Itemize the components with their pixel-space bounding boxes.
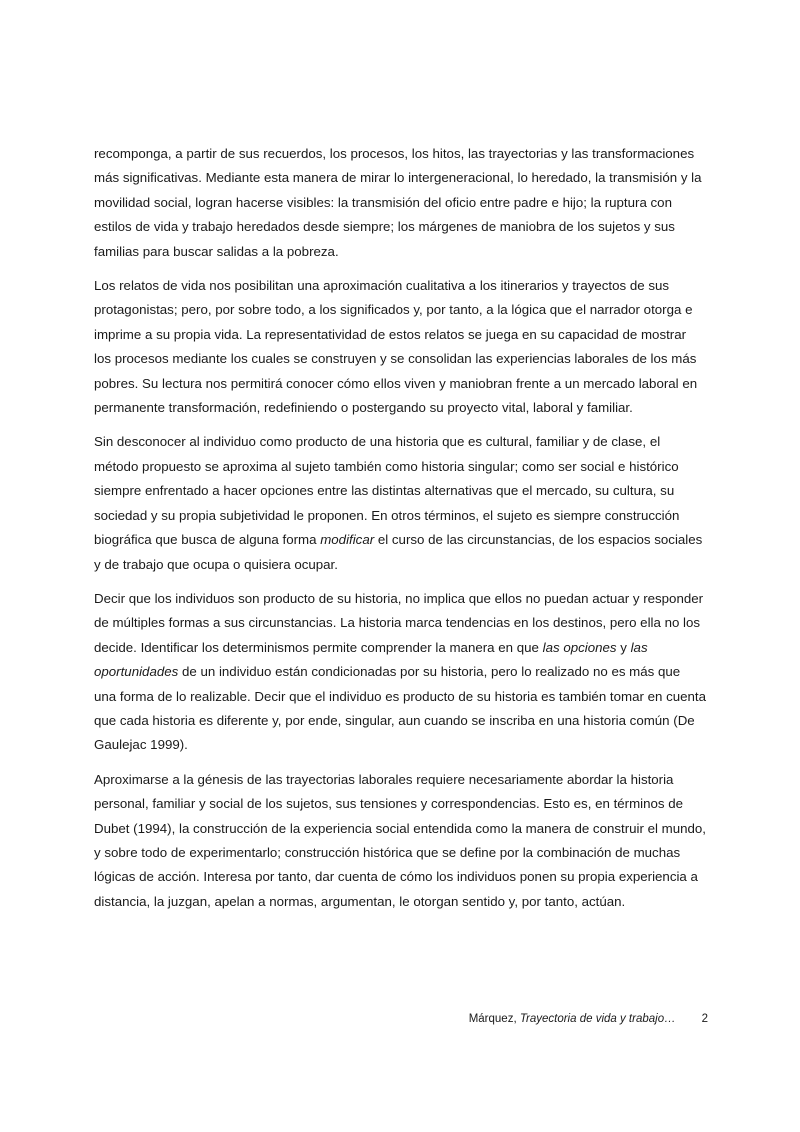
footer-title: Trayectoria de vida y trabajo… xyxy=(519,1013,676,1025)
footer-author: Márquez, xyxy=(468,1013,520,1025)
paragraph-5 xyxy=(94,768,706,914)
paragraph-4-emphasis-1: las opciones xyxy=(542,639,617,655)
paragraph-3 xyxy=(94,430,706,576)
paragraph-4-text-before: Decir que los individuos son producto de su historia, no implica que ellos no puedan actuar y responder de múltiples formas a sus circunstancias. La historia marca tendencias en los destinos, pero ella no los decide. Identificar los determinismos permite comprender la manera en que xyxy=(94,590,704,655)
paragraph-4-text-middle: y xyxy=(616,639,631,655)
paragraph-3-text-after: el curso de las circunstancias, de los espacios sociales y de trabajo que ocupa o quisiera ocupar. xyxy=(94,532,703,572)
page-footer xyxy=(469,1013,708,1025)
paragraph-2-text: Los relatos de vida nos posibilitan una aproximación cualitativa a los itinerarios y trayectos de sus protagonistas; pero, por sobre todo, a los significados y, por tanto, a la lógica que el narrador otorga e imprime a su propia vida. La representatividad de estos relatos se juega en su capacidad de mostrar los procesos mediante los cuales se construyen y se consolidan las experiencias laborales de los más pobres. Su lectura nos permitirá conocer cómo ellos viven y maniobran frente a un mercado laboral en permanente transformación, redefiniendo o postergando su proyecto vital, laboral y familiar. xyxy=(94,278,698,416)
body-text xyxy=(94,142,706,924)
paragraph-5-text: Aproximarse a la génesis de las trayectorias laborales requiere necesariamente abordar la historia personal, familiar y social de los sujetos, sus tensiones y correspondencias. Esto es, en términos de Dubet (1994), la construcción de la experiencia social entendida como la manera de construir el mundo, y sobre todo de experimentarlo; construcción histórica que se define por la combinación de muchas lógicas de acción. Interesa por tanto, dar cuenta de cómo los individuos ponen su propia experiencia a distancia, la juzgan, apelan a normas, argumentan, le otorgan sentido y, por tanto, actúan. xyxy=(94,771,707,909)
paragraph-4 xyxy=(94,587,706,758)
paragraph-3-emphasis: modificar xyxy=(320,532,375,548)
paragraph-1 xyxy=(94,142,706,264)
paragraph-4-emphasis-2: las oportunidades xyxy=(94,639,648,680)
paragraph-2 xyxy=(94,274,706,420)
page-number: 2 xyxy=(701,1013,708,1025)
paragraph-3-text-before: Sin desconocer al individuo como producto de una historia que es cultural, familiar y de clase, el método propuesto se aproxima al sujeto también como historia singular; como ser social e histórico siempre enfrentado a hacer opciones entre las distintas alternativas que el mercado, su cultura, su sociedad y su propia subjetividad le proponen. En otros términos, el sujeto es siempre construcción biográfica que busca de alguna forma xyxy=(94,434,680,548)
paragraph-1-text: recomponga, a partir de sus recuerdos, los procesos, los hitos, las trayectorias y las transformaciones más significativas. Mediante esta manera de mirar lo intergeneracional, lo heredado, la transmisión y la movilidad social, logran hacerse visibles: la transmisión del oficio entre padre e hijo; la ruptura con estilos de vida y trabajo heredados desde siempre; los márgenes de maniobra de los sujetos y sus familias para buscar salidas a la pobreza. xyxy=(94,146,702,259)
paragraph-4-text-after: de un individuo están condicionadas por su historia, pero lo realizado no es más que una forma de lo realizable. Decir que el individuo es producto de su historia es también tomar en cuenta que cada historia es diferente y, por ende, singular, aun cuando se inscriba en una historia común (De Gaulejac 1999). xyxy=(94,664,707,753)
